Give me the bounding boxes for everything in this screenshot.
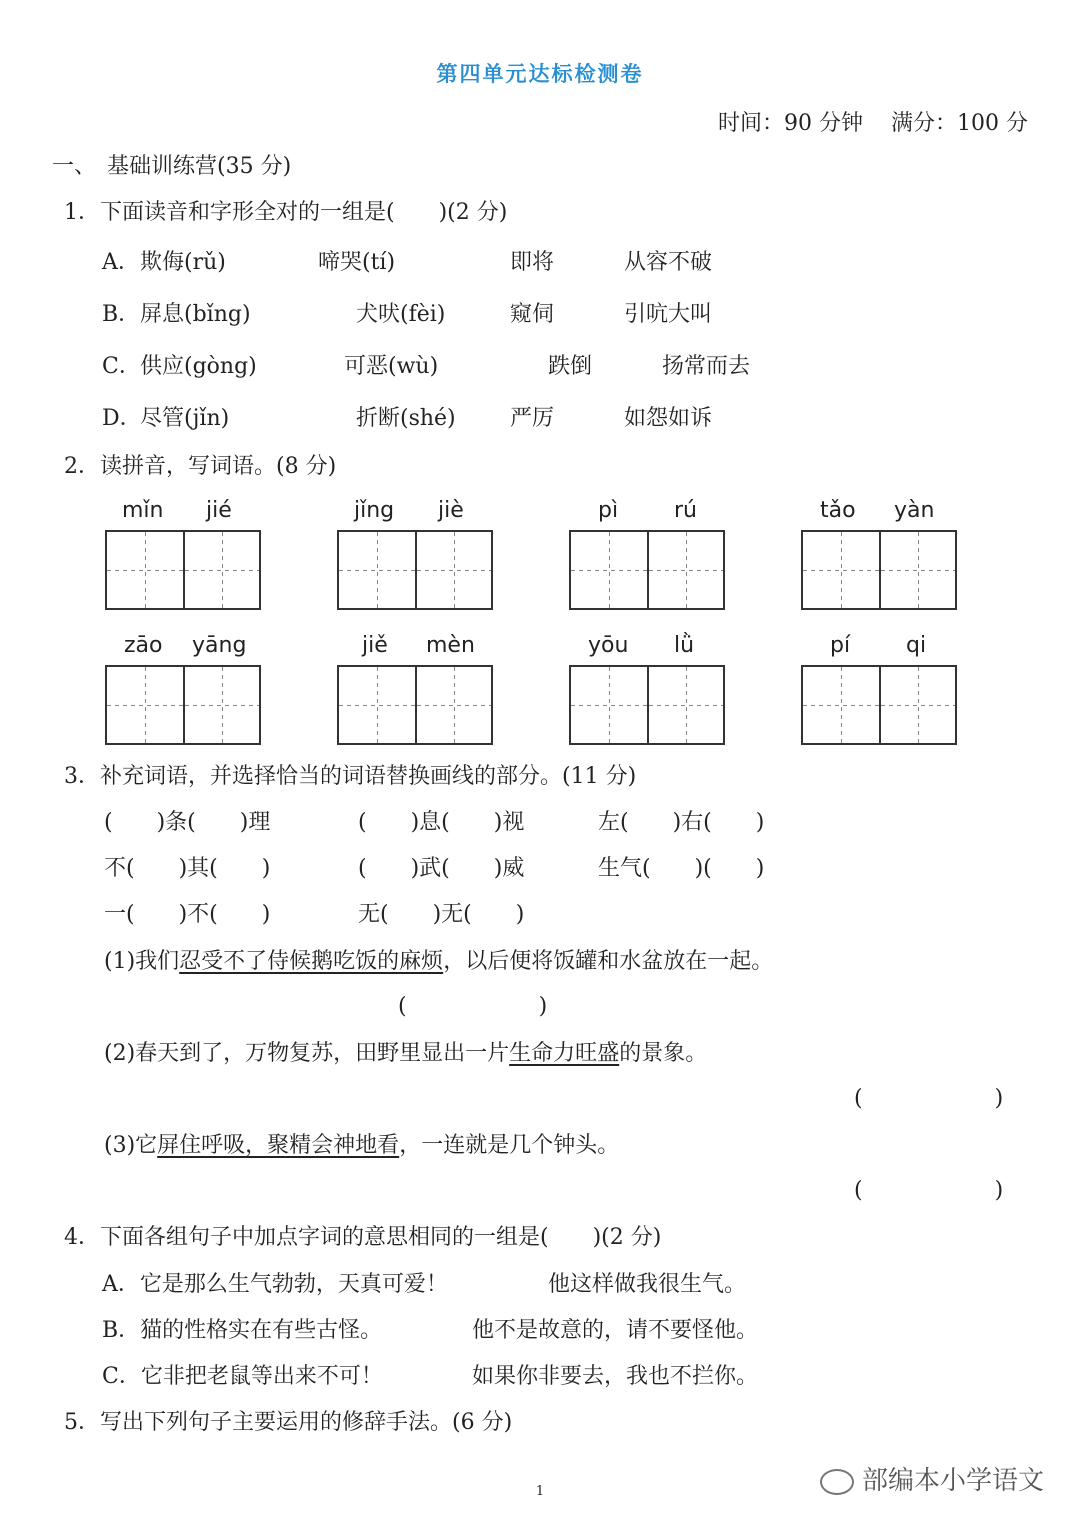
fill-blank-idiom[interactable]: 左( )右( ) — [598, 810, 765, 835]
q3-sentence-2 — [104, 1039, 707, 1069]
page-title: 第四单元达标检测卷 — [436, 61, 644, 86]
pinyin-label: jiè — [438, 498, 464, 523]
q3-sentence-3 — [104, 1131, 619, 1161]
sentence-text: ，一连就是几个钟头。 — [399, 1133, 620, 1158]
option-label: A． — [102, 250, 140, 275]
full-score: 满分：100 分 — [891, 111, 1028, 136]
option-word: 折断(shé) — [356, 406, 456, 431]
fill-blank-idiom[interactable]: ( )条( )理 — [104, 810, 271, 835]
q1-option-c — [102, 352, 802, 382]
option-word: 尽管(jǐn) — [140, 406, 230, 431]
option-label: D． — [102, 406, 142, 431]
underlined-phrase: 忍受不了侍候鹅吃饭的麻烦 — [179, 949, 444, 974]
writing-grid[interactable] — [801, 665, 957, 745]
sentence-text: (1)我们 — [104, 949, 180, 974]
sentence-text: (2)春天到了，万物复苏，田野里显出一片 — [104, 1041, 510, 1066]
option-word: 从容不破 — [624, 250, 713, 275]
writing-grid[interactable] — [105, 665, 261, 745]
sentence-text: 的景象。 — [619, 1041, 708, 1066]
option-word: 可恶(wù) — [344, 354, 439, 379]
q1-option-a — [102, 248, 802, 278]
q4-option-b-left: B．猫的性格实在有些古怪。 — [102, 1318, 383, 1343]
pinyin-label: lǜ — [674, 633, 695, 658]
q4-option-a-right: 他这样做我很生气。 — [548, 1272, 747, 1297]
pinyin-label: yāng — [192, 633, 247, 658]
time-limit: 时间：90 分钟 — [718, 111, 863, 136]
q3-sentence-1 — [104, 947, 773, 977]
writing-grid[interactable] — [337, 665, 493, 745]
q4-option-b-right: 他不是故意的，请不要怪他。 — [472, 1318, 759, 1343]
option-label: C． — [102, 354, 141, 379]
option-word: 跌倒 — [548, 354, 593, 379]
option-word: 严厉 — [510, 406, 555, 431]
q4-option-c-right: 如果你非要去，我也不拦你。 — [472, 1364, 759, 1389]
writing-grid[interactable] — [569, 530, 725, 610]
pinyin-label: jié — [206, 498, 232, 523]
option-word: 啼哭(tí) — [318, 250, 396, 275]
option-word: 如怨如诉 — [624, 406, 713, 431]
wechat-icon — [820, 1469, 854, 1495]
underlined-phrase: 生命力旺盛 — [509, 1041, 620, 1066]
q4-option-a-left: A．它是那么生气勃勃，天真可爱！ — [102, 1272, 448, 1297]
option-word: 引吭大叫 — [624, 302, 713, 327]
option-word: 屏息(bǐng) — [140, 302, 251, 327]
option-word: 欺侮(rǔ) — [140, 250, 226, 275]
answer-blank[interactable]: ( ) — [854, 1086, 1004, 1111]
answer-blank[interactable]: ( ) — [854, 1178, 1004, 1203]
pinyin-label: zāo — [124, 633, 163, 658]
answer-blank[interactable]: ( ) — [398, 994, 548, 1019]
sentence-text: (3)它 — [104, 1133, 158, 1158]
question-1-stem: 1．下面读音和字形全对的一组是( )(2 分) — [64, 200, 508, 225]
option-word: 供应(gòng) — [140, 354, 257, 379]
writing-grid[interactable] — [105, 530, 261, 610]
fill-blank-idiom[interactable]: ( )武( )威 — [358, 856, 525, 881]
fill-blank-idiom[interactable]: 不( )其( ) — [104, 856, 271, 881]
option-label: B． — [102, 302, 141, 327]
option-word: 犬吠(fèi) — [356, 302, 446, 327]
pinyin-label: yàn — [894, 498, 935, 523]
pinyin-label: pí — [830, 633, 851, 658]
underlined-phrase: 屏住呼吸，聚精会神地看 — [157, 1133, 400, 1158]
option-word: 即将 — [510, 250, 555, 275]
question-2-stem: 2．读拼音，写词语。(8 分) — [64, 454, 337, 479]
section-heading: 一、 基础训练营(35 分) — [52, 154, 292, 179]
q4-option-c-left: C．它非把老鼠等出来不可！ — [102, 1364, 383, 1389]
question-5-stem: 5．写出下列句子主要运用的修辞手法。(6 分) — [64, 1410, 513, 1435]
pinyin-label: yōu — [588, 633, 629, 658]
option-word: 窥伺 — [510, 302, 555, 327]
writing-grid[interactable] — [801, 530, 957, 610]
writing-grid[interactable] — [337, 530, 493, 610]
page-number: 1 — [535, 1484, 545, 1499]
pinyin-label: mǐn — [122, 498, 164, 523]
pinyin-label: qi — [906, 633, 927, 658]
question-4-stem: 4．下面各组句子中加点字词的意思相同的一组是( )(2 分) — [64, 1225, 662, 1250]
fill-blank-idiom[interactable]: 一( )不( ) — [104, 902, 271, 927]
pinyin-label: mèn — [426, 633, 475, 658]
fill-blank-idiom[interactable]: 无( )无( ) — [358, 902, 525, 927]
q1-option-b — [102, 300, 802, 330]
pinyin-label: jǐng — [354, 498, 395, 523]
writing-grid[interactable] — [569, 665, 725, 745]
question-3-stem: 3．补充词语，并选择恰当的词语替换画线的部分。(11 分) — [64, 764, 637, 789]
pinyin-label: tǎo — [820, 498, 856, 523]
option-word: 扬常而去 — [662, 354, 751, 379]
pinyin-label: jiě — [362, 633, 388, 658]
sentence-text: ，以后便将饭罐和水盆放在一起。 — [443, 949, 774, 974]
exam-meta — [718, 106, 1028, 137]
watermark-text: 部编本小学语文 — [861, 1466, 1044, 1496]
q1-option-d — [102, 404, 802, 434]
pinyin-label: pì — [598, 498, 619, 523]
pinyin-label: rú — [674, 498, 697, 523]
fill-blank-idiom[interactable]: 生气( )( ) — [598, 856, 765, 881]
watermark — [820, 1460, 1044, 1497]
fill-blank-idiom[interactable]: ( )息( )视 — [358, 810, 525, 835]
